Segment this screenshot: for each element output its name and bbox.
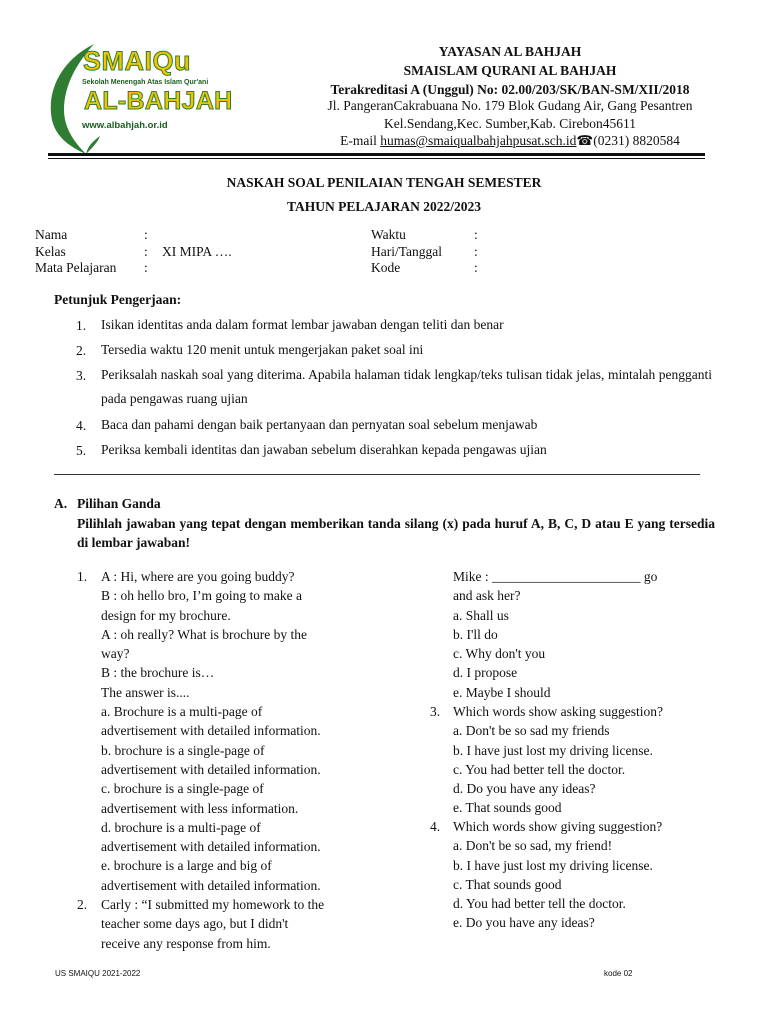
- section-instruction: Pilihlah jawaban yang tepat dengan memberikan tanda silang (x) pada huruf A, B, C, D atau E yang tersedia di lembar jawaban!: [77, 516, 715, 550]
- question-line: d. You had better tell the doctor.: [453, 896, 626, 912]
- question-line: advertisement with detailed information.: [101, 877, 321, 893]
- question-line: b. brochure is a single-page of: [101, 742, 265, 758]
- question-line: a. Don't be so sad, my friend!: [453, 838, 613, 854]
- petunjuk-item: Isikan identitas anda dalam format lembar jawaban dengan teliti dan benar: [101, 317, 504, 332]
- kelas-colon: :: [144, 244, 148, 259]
- email-prefix: E-mail: [340, 133, 381, 148]
- hari-label: Hari/Tanggal: [371, 244, 443, 259]
- petunjuk-item-number: 2.: [76, 343, 87, 358]
- question-line: way?: [101, 646, 130, 662]
- question-line: advertisement with detailed information.: [101, 723, 321, 739]
- question-line: e. Maybe I should: [453, 684, 551, 700]
- kelas-value: XI MIPA ….: [162, 244, 232, 259]
- petunjuk-item: Periksalah naskah soal yang diterima. Apabila halaman tidak lengkap/teks tulisan tidak jelas, mintalah pengganti pada pengawas ruang ujian: [101, 367, 712, 406]
- waktu-colon: :: [474, 227, 478, 242]
- question-line: Carly : “I submitted my homework to the: [101, 897, 325, 912]
- question-line: teacher some days ago, but I didn't: [101, 916, 289, 932]
- hari-colon: :: [474, 244, 478, 259]
- logo-smaiqu-text: SMAIQu: [83, 46, 191, 76]
- petunjuk-item-number: 3.: [76, 368, 87, 383]
- section-title: Pilihan Ganda: [77, 496, 161, 511]
- school-logo: [42, 40, 257, 158]
- email-link[interactable]: humas@smaiqualbahjahpusat.sch.id: [380, 133, 577, 148]
- question-line: and ask her?: [453, 588, 521, 604]
- header-accreditation: Terakreditasi A (Unggul) No: 02.00/203/SK/BAN-SM/XII/2018: [330, 82, 690, 97]
- question-line: design for my brochure.: [101, 607, 231, 623]
- mapel-colon: :: [144, 260, 148, 275]
- kode-label: Kode: [371, 260, 401, 275]
- nama-label: Nama: [35, 227, 68, 242]
- logo-url: www.albahjah.or.id: [82, 120, 168, 131]
- logo-albahjah-text: AL-BAHJAH: [84, 87, 233, 115]
- question-line: b. I'll do: [453, 626, 498, 642]
- question-line: d. brochure is a multi-page of: [101, 819, 261, 835]
- petunjuk-title: Petunjuk Pengerjaan:: [54, 292, 182, 307]
- exam-year: TAHUN PELAJARAN 2022/2023: [286, 199, 481, 214]
- question-line: e. That sounds good: [453, 800, 562, 816]
- question-line: Which words show giving suggestion?: [453, 819, 663, 834]
- exam-title: NASKAH SOAL PENILAIAN TENGAH SEMESTER: [226, 175, 542, 190]
- question-line: a. Don't be so sad my friends: [453, 723, 610, 739]
- question-line: receive any response from him.: [101, 935, 271, 951]
- question-line: Which words show asking suggestion?: [453, 704, 663, 719]
- header-address-1: Jl. PangeranCakrabuana No. 179 Blok Gudang Air, Gang Pesantren: [327, 98, 693, 113]
- question-line: advertisement with detailed information.: [101, 839, 321, 855]
- footer-right: kode 02: [604, 969, 633, 978]
- question-line: c. That sounds good: [453, 876, 562, 892]
- header-address-2: Kel.Sendang,Kec. Sumber,Kab. Cirebon45611: [383, 116, 637, 131]
- waktu-label: Waktu: [371, 227, 406, 242]
- petunjuk-item: Periksa kembali identitas dan jawaban sebelum diserahkan kepada pengawas ujian: [101, 442, 547, 457]
- petunjuk-item: Tersedia waktu 120 menit untuk mengerjakan paket soal ini: [101, 342, 424, 357]
- kode-colon: :: [474, 260, 478, 275]
- question-line: b. I have just lost my driving license.: [453, 742, 653, 758]
- header-contact: [315, 131, 705, 150]
- petunjuk-item-number: 5.: [76, 443, 87, 458]
- nama-colon: :: [144, 227, 148, 242]
- question-line: Mike : ______________________ go: [453, 569, 658, 584]
- section-separator: [54, 474, 700, 475]
- question-line: B : the brochure is…: [101, 665, 215, 681]
- question-line: e. brochure is a large and big of: [101, 858, 272, 874]
- kelas-label: Kelas: [35, 244, 66, 259]
- question-2: [101, 895, 324, 953]
- petunjuk-item-number: 1.: [76, 318, 87, 333]
- question-line: The answer is....: [101, 684, 190, 700]
- question-3: [453, 702, 663, 818]
- mapel-label: Mata Pelajaran: [35, 260, 117, 275]
- petunjuk-item: Baca dan pahami dengan baik pertanyaan dan pernyatan soal sebelum menjawab: [101, 417, 538, 432]
- question-2-continued: [453, 567, 657, 702]
- question-line: a. Shall us: [453, 607, 509, 623]
- question-line: b. I have just lost my driving license.: [453, 857, 653, 873]
- question-line: c. Why don't you: [453, 646, 546, 662]
- question-1: [101, 567, 321, 895]
- question-line: d. I propose: [453, 665, 518, 681]
- logo-subtitle: Sekolah Menengah Atas Islam Qur'ani: [82, 79, 209, 86]
- header-rule-thick: [48, 153, 705, 156]
- question-number: 2.: [77, 897, 88, 912]
- footer-left: US SMAIQU 2021-2022: [55, 969, 141, 978]
- question-4: [453, 817, 662, 933]
- question-line: a. Brochure is a multi-page of: [101, 704, 263, 720]
- question-line: A : oh really? What is brochure by the: [101, 626, 307, 642]
- question-line: advertisement with detailed information.: [101, 761, 321, 777]
- question-number: 3.: [430, 704, 441, 719]
- question-line: c. You had better tell the doctor.: [453, 761, 626, 777]
- question-line: A : Hi, where are you going buddy?: [101, 569, 295, 584]
- question-line: advertisement with less information.: [101, 800, 299, 816]
- header-rule-thin: [48, 158, 705, 159]
- phone-number: ☎(0231) 8820584: [576, 133, 680, 148]
- header-foundation: YAYASAN AL BAHJAH: [438, 44, 582, 59]
- question-line: c. brochure is a single-page of: [101, 781, 264, 797]
- question-line: B : oh hello bro, I’m going to make a: [101, 588, 302, 604]
- petunjuk-item-number: 4.: [76, 418, 87, 433]
- question-number: 1.: [77, 569, 88, 584]
- question-number: 4.: [430, 819, 441, 834]
- question-line: d. Do you have any ideas?: [453, 781, 596, 797]
- header-school-name: SMAISLAM QURANI AL BAHJAH: [403, 63, 617, 78]
- question-line: e. Do you have any ideas?: [453, 915, 595, 931]
- section-letter: A.: [54, 496, 68, 511]
